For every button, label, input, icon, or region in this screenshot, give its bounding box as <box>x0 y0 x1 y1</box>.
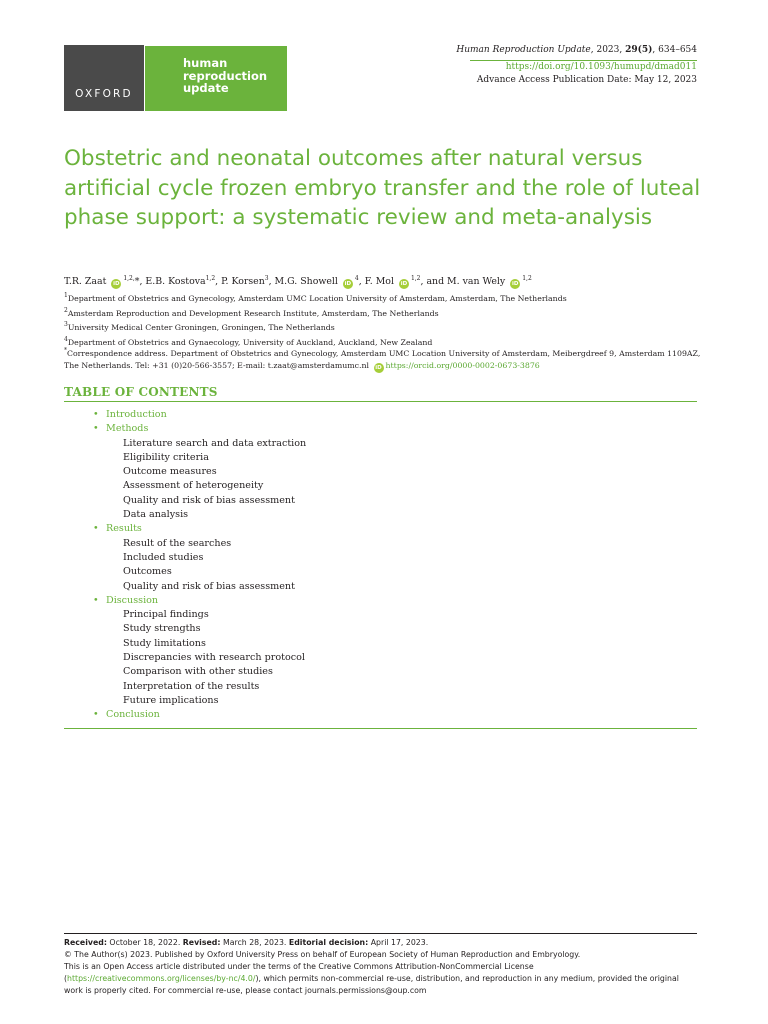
toc-subsection-link[interactable]: Result of the searches <box>123 537 232 549</box>
toc-section-link[interactable]: • Conclusion <box>93 708 693 722</box>
journal-name: Human Reproduction Update <box>456 45 591 55</box>
license-notice <box>64 961 697 997</box>
affiliation-number: 3 <box>64 321 68 328</box>
author-name: , M.G. Showell <box>268 276 338 287</box>
oxford-logo <box>64 45 144 111</box>
affiliation-item <box>64 319 704 334</box>
toc-list <box>93 408 693 723</box>
decision-date: April 17, 2023. <box>368 938 429 947</box>
citation-pages: , 634–654 <box>652 45 697 55</box>
affiliation-number: 4 <box>64 335 68 343</box>
affiliations <box>64 290 704 348</box>
toc-section-link[interactable]: • Methods <box>93 422 693 436</box>
received-label: Received: <box>64 938 107 947</box>
journal-logo <box>145 46 287 111</box>
orcid-icon[interactable]: iD <box>113 281 120 287</box>
toc-subsection-link[interactable]: Quality and risk of bias assessment <box>123 580 295 592</box>
toc-section-link[interactable]: • Discussion <box>93 594 693 608</box>
affiliation-number: 2 <box>64 306 68 314</box>
toc-subsection-link[interactable]: Quality and risk of bias assessment <box>123 494 295 506</box>
journal-logo-text <box>183 57 267 95</box>
affiliation-item <box>64 290 704 305</box>
toc-subsection-link[interactable]: Eligibility criteria <box>123 451 209 463</box>
corresponding-star: * <box>134 276 140 287</box>
toc-section-link[interactable]: • Results <box>93 522 693 536</box>
toc-subsection-link[interactable]: Included studies <box>123 551 204 563</box>
toc-subsection-link[interactable]: Study limitations <box>123 637 206 649</box>
toc-subsection-link[interactable]: Interpretation of the results <box>123 680 260 692</box>
author-name: , F. Mol <box>358 276 394 287</box>
advance-access-date: Advance Access Publication Date: May 12, 2023 <box>476 75 697 85</box>
author-affiliation-sup: 1,2, <box>123 275 135 282</box>
citation-volume: 29(5) <box>625 45 653 55</box>
affiliation-text: University Medical Center Groningen, Groningen, The Netherlands <box>67 323 335 332</box>
toc-heading: TABLE OF CONTENTS <box>64 385 218 399</box>
doi-link[interactable]: https://doi.org/10.1093/humupd/dmad011 <box>505 61 697 72</box>
orcid-icon[interactable]: iD <box>375 364 382 371</box>
citation-block <box>456 44 697 88</box>
corresponding-star: * <box>64 347 67 354</box>
header-divider <box>470 60 697 61</box>
toc-subsection-link[interactable]: Study strengths <box>123 623 201 635</box>
citation-line <box>456 44 697 58</box>
author-affiliation-sup: 3 <box>264 275 269 282</box>
affiliation-text: Department of Obstetrics and Gynaecology, University of Auckland, Auckland, New Zealand <box>67 337 433 347</box>
toc-subsection-link[interactable]: Discrepancies with research protocol <box>123 652 305 664</box>
article-dates <box>64 937 697 949</box>
footer <box>64 937 697 997</box>
received-date: October 18, 2022. <box>106 938 183 947</box>
toc-subsection-link[interactable]: Assessment of heterogeneity <box>123 480 264 492</box>
toc-divider-top <box>64 401 697 402</box>
correspondence-text: Correspondence address. Department of Obstetrics and Gynecology, Amsterdam UMC Location University of Amsterdam, Meibergdreef 9, Amsterdam 1109AZ, The Netherlands. Tel: +31 (0)20-566-3557; E-mail: t.zaat@amsterdamumc.nl <box>64 349 701 370</box>
author-name: , and M. van Wely <box>420 276 506 287</box>
affiliation-text: Amsterdam Reproduction and Development Research Institute, Amsterdam, The Netherlands <box>67 308 439 318</box>
journal-logo-line: update <box>183 81 229 95</box>
journal-logo-line: human <box>183 56 228 70</box>
article-title: Obstetric and neonatal outcomes after natural versus artificial cycle frozen embryo transfer and the role of luteal phase support: a systematic review and meta-analysis <box>64 146 701 230</box>
author-name: , E.B. Kostova <box>139 276 206 287</box>
orcid-icon[interactable]: iD <box>511 281 519 287</box>
toc-subsection-link[interactable]: Principal findings <box>123 609 209 621</box>
toc-subsection-link[interactable]: Future implications <box>123 694 219 706</box>
footer-divider <box>64 933 697 934</box>
toc-subsection-link[interactable]: Data analysis <box>123 509 189 521</box>
author-name: , P. Korsen <box>215 276 265 287</box>
journal-logo-line: reproduction <box>183 68 268 83</box>
affiliation-item <box>64 305 704 320</box>
orcid-icon[interactable]: iD <box>344 281 352 287</box>
copyright-notice: © The Author(s) 2023. Published by Oxford University Press on behalf of European Society of Human Reproduction and Embryology. <box>64 950 581 959</box>
toc-subsection-link[interactable]: Literature search and data extraction <box>123 437 307 449</box>
correspondence-address <box>64 345 704 373</box>
affiliation-text: Department of Obstetrics and Gynecology, Amsterdam UMC Location University of Amsterdam, Amsterdam, The Netherlands <box>67 294 567 303</box>
toc-section-link[interactable]: • Introduction <box>93 408 693 422</box>
orcid-icon[interactable]: iD <box>400 281 408 287</box>
license-text: This is an Open Access article distributed under the terms of the Creative Commons Attribution-NonCommercial License ( <box>64 962 534 983</box>
license-link[interactable]: https://creativecommons.org/licenses/by-nc/4.0/ <box>67 974 256 983</box>
toc-subsection-link[interactable]: Outcomes <box>123 566 172 578</box>
decision-label: Editorial decision: <box>288 938 369 947</box>
toc-subsection-link[interactable]: Outcome measures <box>123 466 217 478</box>
author-affiliation-sup: 4 <box>354 275 359 282</box>
author-affiliation-sup: 1,2 <box>410 275 421 282</box>
revised-label: Revised: <box>182 938 221 947</box>
author-affiliation-sup: 1,2 <box>205 275 216 282</box>
license-text: ), which permits non-commercial re-use, distribution, and reproduction in any medium, provided the original work is properly cited. For commercial re-use, please contact journals.permissions@oup.com <box>64 974 679 995</box>
orcid-link[interactable]: https://orcid.org/0000-0002-0673-3876 <box>385 360 540 370</box>
oxford-logo-text: OXFORD <box>75 88 133 100</box>
affiliation-number: 1 <box>64 292 68 299</box>
author-affiliation-sup: 1,2 <box>522 275 532 282</box>
toc-subsection-link[interactable]: Comparison with other studies <box>123 666 273 678</box>
toc-divider-bottom <box>64 728 697 729</box>
citation-year: , 2023, <box>590 45 626 55</box>
author-list <box>64 275 714 289</box>
author-name: T.R. Zaat <box>64 276 107 287</box>
revised-date: March 28, 2023. <box>220 938 289 947</box>
